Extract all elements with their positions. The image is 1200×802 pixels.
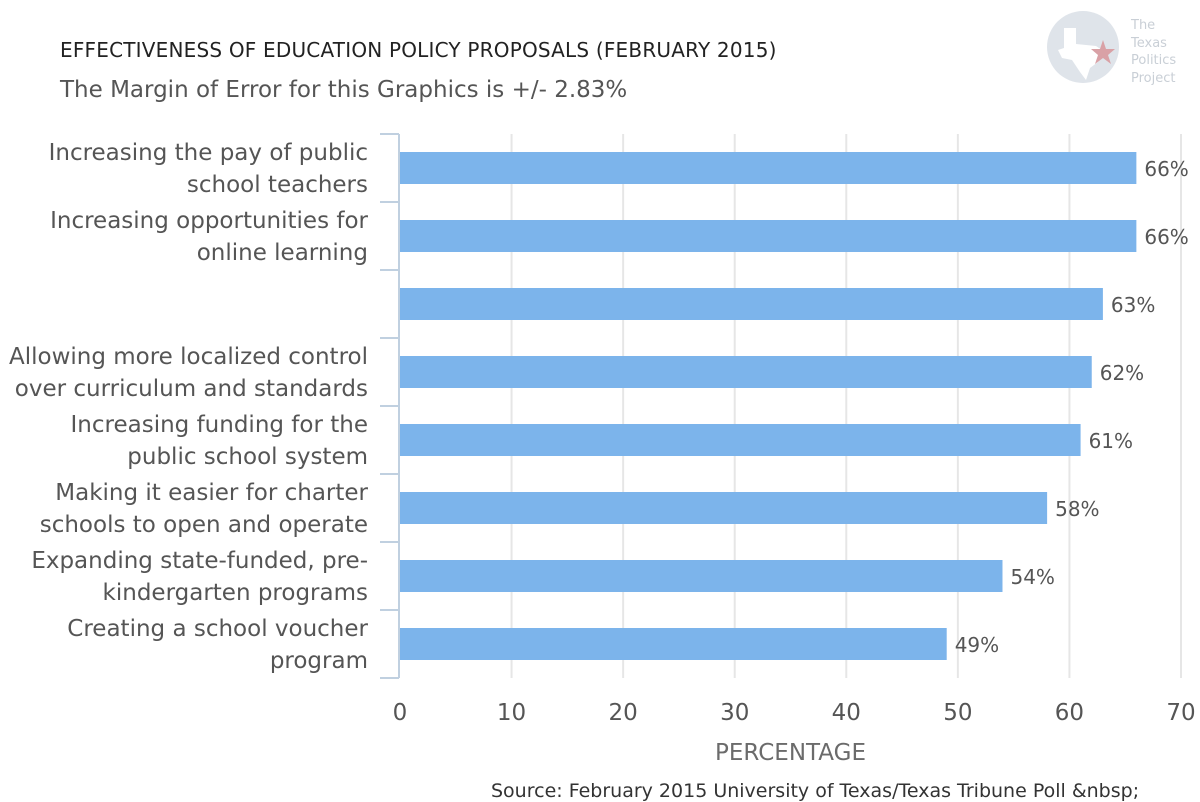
logo-line: The: [1131, 18, 1156, 33]
source-note: Source: February 2015 University of Texas/Texas Tribune Poll &nbsp;: [491, 780, 1140, 802]
bar: [400, 288, 1103, 320]
category-label: kindergarten programs: [102, 580, 368, 606]
x-axis-title: PERCENTAGE: [715, 740, 866, 766]
category-label: school teachers: [186, 172, 368, 198]
bar: [400, 220, 1136, 252]
bar: [400, 424, 1081, 456]
x-tick-label: 30: [720, 700, 750, 726]
data-label: 62%: [1099, 361, 1145, 385]
data-label: 61%: [1088, 429, 1134, 453]
x-tick-label: 0: [392, 700, 408, 726]
x-tick-label: 60: [1054, 700, 1085, 726]
data-label: 63%: [1110, 293, 1156, 317]
bar: [400, 356, 1092, 388]
bar: [400, 628, 947, 660]
category-label: Increasing the pay of public: [48, 140, 368, 166]
category-label: Increasing opportunities for: [50, 208, 368, 234]
category-label: Increasing funding for the: [70, 412, 368, 438]
bar: [400, 152, 1136, 184]
logo-line: Project: [1131, 70, 1176, 86]
data-label: 54%: [1010, 565, 1055, 589]
grid-lines: [512, 134, 1181, 678]
data-label: 66%: [1144, 157, 1189, 181]
category-label: Creating a school voucher: [67, 616, 368, 642]
chart-title: EFFECTIVENESS OF EDUCATION POLICY PROPOSALS (FEBRUARY 2015): [60, 38, 777, 62]
category-label: schools to open and operate: [39, 512, 368, 538]
category-label: Allowing more localized control: [8, 344, 368, 370]
x-tick-label: 20: [608, 700, 638, 726]
x-tick-label: 70: [1166, 700, 1196, 726]
data-label: 58%: [1055, 497, 1100, 521]
x-tick-label: 40: [831, 700, 861, 726]
data-label: 66%: [1144, 225, 1189, 249]
category-label: online learning: [196, 240, 368, 266]
category-label: Making it easier for charter: [55, 480, 368, 506]
logo-line: Texas: [1131, 35, 1167, 51]
category-label: Expanding state-funded, pre-: [31, 548, 368, 574]
bar: [400, 492, 1047, 524]
data-label: 49%: [954, 633, 1000, 657]
x-tick-label: 10: [496, 700, 527, 726]
category-label: program: [269, 648, 368, 674]
category-label: public school system: [127, 444, 368, 470]
bar: [400, 560, 1002, 592]
category-label: over curriculum and standards: [14, 376, 368, 402]
logo-line: Politics: [1131, 53, 1177, 68]
x-tick-label: 50: [943, 700, 973, 726]
axes: [380, 134, 399, 678]
chart-subtitle: The Margin of Error for this Graphics is +/- 2.83%: [60, 77, 628, 103]
